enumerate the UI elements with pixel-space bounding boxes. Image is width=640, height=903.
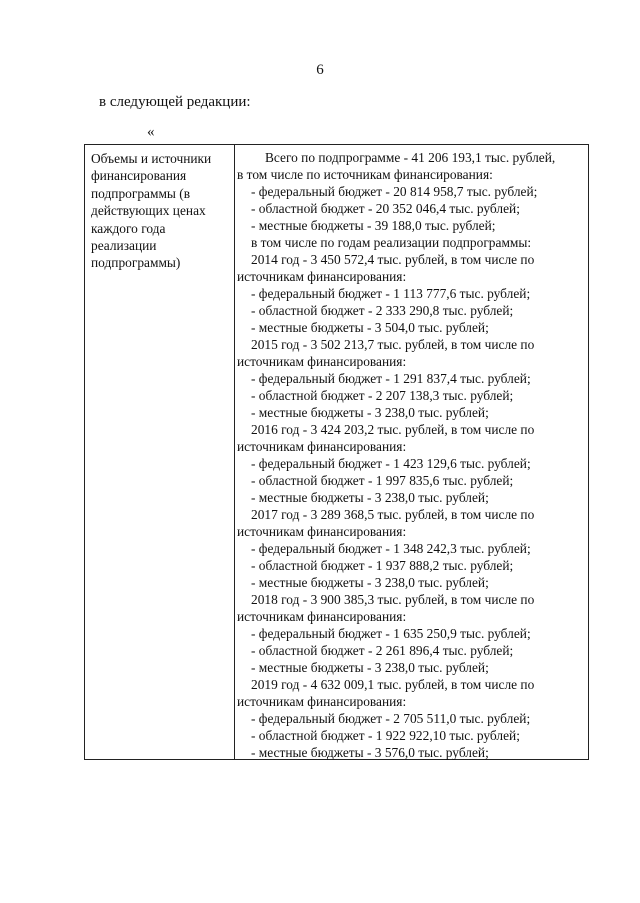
financing-line: - федеральный бюджет - 1 635 250,9 тыс. рублей; [251,626,531,641]
financing-line: - областной бюджет - 1 997 835,6 тыс. рублей; [251,473,514,488]
financing-line: - федеральный бюджет - 1 348 242,3 тыс. рублей; [251,541,531,556]
financing-line: - областной бюджет - 1 922 922,10 тыс. рублей; [251,728,520,743]
financing-line: 2016 год - 3 424 203,2 тыс. рублей, в том числе по [251,422,535,437]
financing-line: - местные бюджеты - 3 238,0 тыс. рублей; [251,660,489,675]
financing-line: 2019 год - 4 632 009,1 тыс. рублей, в том числе по [251,677,535,692]
financing-line: - местные бюджеты - 3 504,0 тыс. рублей; [251,320,489,335]
financing-line: - областной бюджет - 20 352 046,4 тыс. рублей; [251,201,520,216]
financing-line: - местные бюджеты - 3 576,0 тыс. рублей; [251,745,489,760]
financing-line: источникам финансирования: [237,354,407,369]
table-label-cell: Объемы и источники финансирования подпрограммы (в действующих ценах каждого года реализации подпрограммы) [85,145,235,759]
financing-line: - федеральный бюджет - 1 423 129,6 тыс. рублей; [251,456,531,471]
financing-line: - местные бюджеты - 39 188,0 тыс. рублей; [251,218,496,233]
financing-table [84,144,589,760]
financing-line: источникам финансирования: [237,269,407,284]
financing-line: в том числе по годам реализации подпрограммы: [251,235,532,250]
financing-line: - областной бюджет - 2 261 896,4 тыс. рублей; [251,643,514,658]
financing-line: - областной бюджет - 2 207 138,3 тыс. рублей; [251,388,514,403]
financing-line: в том числе по источникам финансирования: [237,167,493,182]
financing-line: - федеральный бюджет - 1 113 777,6 тыс. рублей; [251,286,531,301]
financing-line: 2015 год - 3 502 213,7 тыс. рублей, в том числе по [251,337,535,352]
financing-line: - местные бюджеты - 3 238,0 тыс. рублей; [251,575,489,590]
intro-text: в следующей редакции: [99,94,251,110]
financing-line: - федеральный бюджет - 2 705 511,0 тыс. рублей; [251,711,531,726]
page-number: 6 [316,62,324,78]
financing-line: Всего по подпрограмме - 41 206 193,1 тыс. рублей, [265,150,556,165]
financing-line: 2014 год - 3 450 572,4 тыс. рублей, в том числе по [251,252,535,267]
financing-line: источникам финансирования: [237,694,407,709]
financing-line: - федеральный бюджет - 20 814 958,7 тыс. рублей; [251,184,538,199]
opening-quote-mark: « [147,124,155,140]
financing-line: источникам финансирования: [237,439,407,454]
table-content-cell [235,145,588,759]
financing-line: источникам финансирования: [237,609,407,624]
financing-line: - областной бюджет - 2 333 290,8 тыс. рублей; [251,303,514,318]
financing-line: 2018 год - 3 900 385,3 тыс. рублей, в том числе по [251,592,535,607]
financing-line: - местные бюджеты - 3 238,0 тыс. рублей; [251,405,489,420]
financing-line: 2017 год - 3 289 368,5 тыс. рублей, в том числе по [251,507,535,522]
financing-line: источникам финансирования: [237,524,407,539]
financing-line: - федеральный бюджет - 1 291 837,4 тыс. рублей; [251,371,531,386]
financing-line: - областной бюджет - 1 937 888,2 тыс. рублей; [251,558,514,573]
financing-line: - местные бюджеты - 3 238,0 тыс. рублей; [251,490,489,505]
